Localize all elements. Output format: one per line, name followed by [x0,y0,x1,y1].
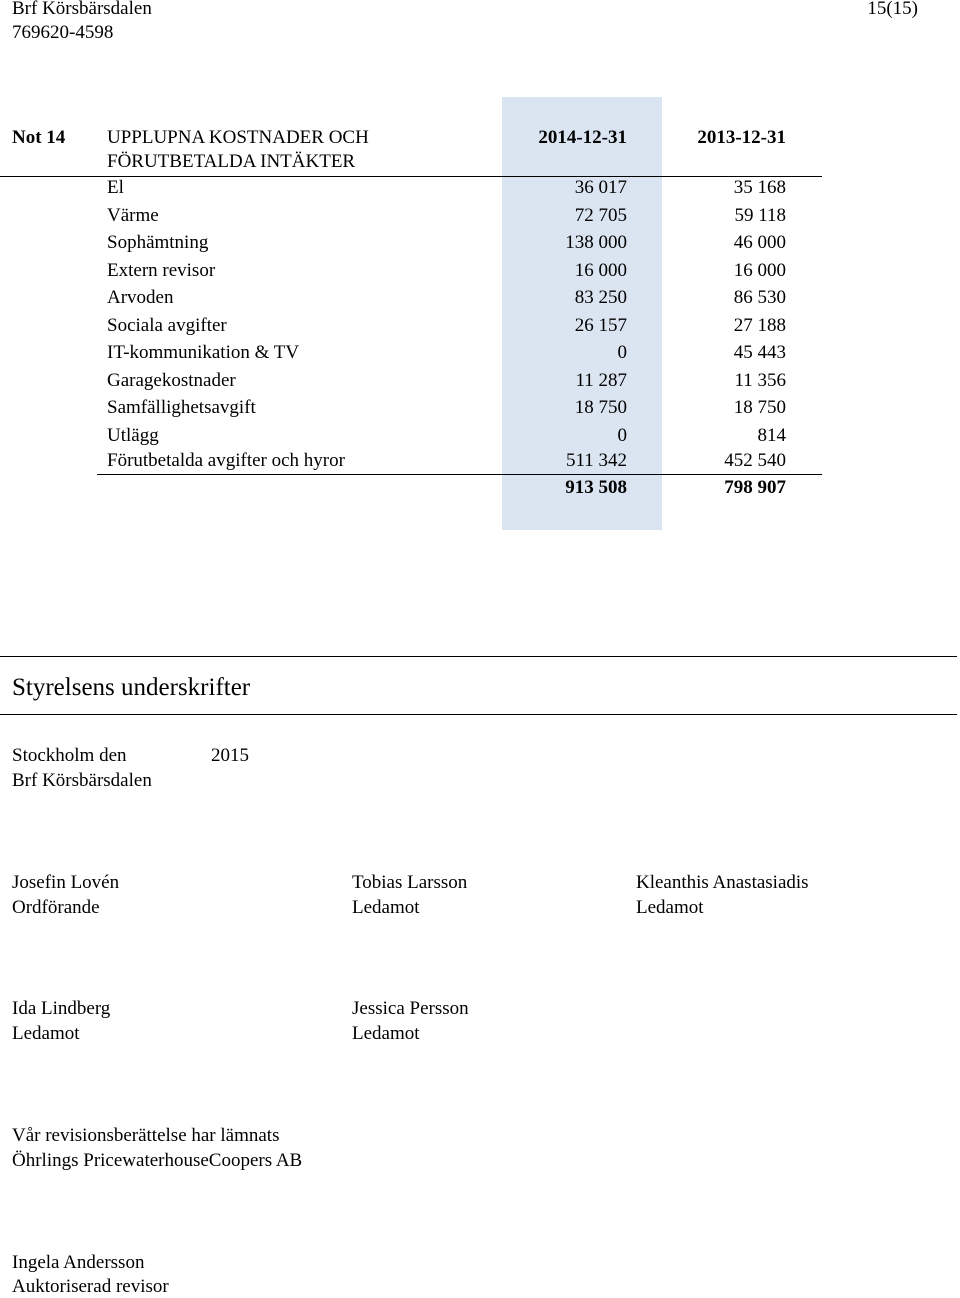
row-value-2013: 11 356 [734,370,786,391]
signatures-top-rule [0,656,957,657]
total-rule [97,474,822,475]
signatory-name: Kleanthis Anastasiadis [636,872,809,893]
org-number: 769620-4598 [12,22,114,43]
row-value-2013: 814 [757,425,786,446]
signatory-name: Tobias Larsson [352,872,468,893]
signatory-role: Ledamot [636,897,704,918]
row-value-2013: 46 000 [733,232,786,253]
row-value-2014: 138 000 [565,232,627,253]
row-label: El [107,177,124,198]
audit-statement: Vår revisionsberättelse har lämnats [12,1125,280,1146]
row-label: Utlägg [107,425,159,446]
note-title-line1: UPPLUPNA KOSTNADER OCH [107,127,369,148]
row-value-2014: 0 [617,425,627,446]
signatory-role: Ledamot [352,897,420,918]
row-value-2013: 35 168 [733,177,786,198]
row-value-2014: 16 000 [574,260,627,281]
row-value-2014: 11 287 [575,370,627,391]
row-value-2014: 511 342 [565,450,627,471]
signing-organization: Brf Körsbärsdalen [12,770,152,791]
signatory-name: Josefin Lovén [12,872,120,893]
total-2013: 798 907 [724,477,786,498]
row-label: IT-kommunikation & TV [107,342,300,363]
row-value-2014: 0 [617,342,627,363]
row-value-2013: 452 540 [724,450,786,471]
note-label: Not 14 [12,127,66,148]
row-label: Samfällighetsavgift [107,397,256,418]
row-value-2014: 26 157 [574,315,627,336]
note-title-line2: FÖRUTBETALDA INTÄKTER [107,151,356,172]
signatory-role: Ordförande [12,897,100,918]
auditor-name: Ingela Andersson [12,1252,145,1273]
signatory-name: Jessica Persson [352,998,469,1019]
company-name: Brf Körsbärsdalen [12,0,152,19]
signatory-name: Ida Lindberg [12,998,111,1019]
signatures-heading: Styrelsens underskrifter [12,674,251,701]
auditor-role: Auktoriserad revisor [12,1276,169,1297]
row-value-2013: 86 530 [733,287,786,308]
audit-firm: Öhrlings PricewaterhouseCoopers AB [12,1150,303,1171]
signing-place: Stockholm den [12,745,127,766]
row-value-2013: 45 443 [733,342,786,363]
row-label: Förutbetalda avgifter och hyror [107,450,345,471]
row-label: Sophämtning [107,232,209,253]
signatory-role: Ledamot [12,1023,80,1044]
row-value-2013: 59 118 [734,205,786,226]
row-value-2014: 36 017 [574,177,627,198]
row-label: Garagekostnader [107,370,236,391]
column-header-2014: 2014-12-31 [538,127,627,148]
signatures-bottom-rule [0,714,957,715]
column-header-2013: 2013-12-31 [697,127,786,148]
row-value-2014: 72 705 [574,205,627,226]
signing-year: 2015 [211,745,249,766]
page-number: 15(15) [867,0,918,19]
row-label: Arvoden [107,287,174,308]
row-value-2014: 18 750 [574,397,627,418]
row-value-2013: 18 750 [733,397,786,418]
row-value-2014: 83 250 [574,287,627,308]
row-value-2013: 16 000 [733,260,786,281]
row-label: Sociala avgifter [107,315,227,336]
row-value-2013: 27 188 [733,315,786,336]
total-2014: 913 508 [565,477,627,498]
row-label: Extern revisor [107,260,216,281]
row-label: Värme [107,205,159,226]
signatory-role: Ledamot [352,1023,420,1044]
